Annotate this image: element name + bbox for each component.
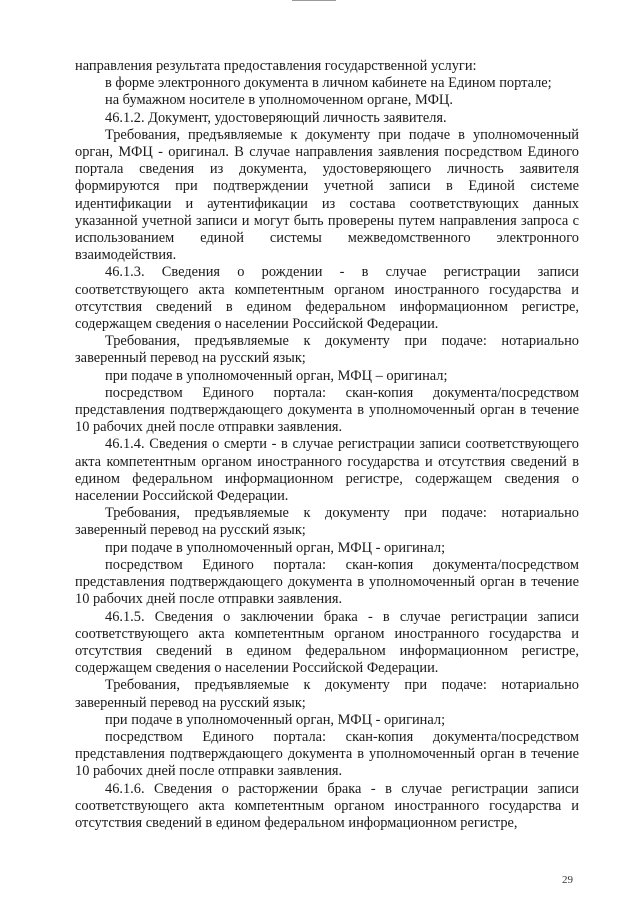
paragraph: Требования, предъявляемые к документу при подаче: нотариально заверенный перевод на русский язык;: [75, 333, 579, 367]
paragraph: при подаче в уполномоченный орган, МФЦ - оригинал;: [105, 539, 446, 556]
paragraph: посредством Единого портала: скан-копия документа/посредством представления подтверждающего документа в уполномоченный орган в течение 10 рабочих дней после отправки заявления.: [75, 728, 579, 780]
paragraph: посредством Единого портала: скан-копия документа/посредством представления подтверждающего документа в уполномоченный орган в течение 10 рабочих дней после отправки заявления.: [75, 556, 579, 608]
paragraph: направления результата предоставления государственной услуги:: [75, 58, 477, 74]
paragraph: 46.1.6. Сведения о расторжении брака - в случае регистрации записи соответствующего акта компетентным органом иностранного государства и отсутствия сведений в едином федеральном информационном регистре,: [75, 780, 579, 831]
paragraph: в форме электронного документа в личном кабинете на Едином портале;: [105, 75, 552, 92]
paragraph: Требования, предъявляемые к документу при подаче в уполномоченный орган, МФЦ - оригинал. В случае направления заявления посредством Единого портала сведения из документа, удостоверяющего личность заявителя формируются при подтверждении учетной записи в Единой системе идентификации и аутентификации из состава соответствующих данных указанной учетной записи и могут быть проверены путем направления запроса с использованием единой системы межведомственного электронного взаимодействия.: [75, 126, 579, 264]
paragraph: 46.1.4. Сведения о смерти - в случае регистрации записи соответствующего акта компетентным органом иностранного государства и отсутствия сведений в едином федеральном информационном регистре, содержащем сведения о населении Российской Федерации.: [75, 436, 579, 505]
paragraph: Требования, предъявляемые к документу при подаче: нотариально заверенный перевод на русский язык;: [75, 505, 579, 539]
paragraph: посредством Единого портала: скан-копия документа/посредством представления подтверждающего документа в уполномоченный орган в течение 10 рабочих дней после отправки заявления.: [75, 384, 579, 436]
paragraph: 46.1.3. Сведения о рождении - в случае регистрации записи соответствующего акта компетентным органом иностранного государства и отсутствия сведений в едином федеральном информационном регистре, содержащем сведения о населении Российской Федерации.: [75, 264, 579, 333]
scan-top-mark: [292, 0, 336, 4]
paragraph: при подаче в уполномоченный орган, МФЦ - оригинал;: [105, 711, 446, 728]
paragraph: 46.1.2. Документ, удостоверяющий личность заявителя.: [105, 109, 447, 126]
paragraph: 46.1.5. Сведения о заключении брака - в случае регистрации записи соответствующего акта компетентным органом иностранного государства и отсутствия сведений в едином федеральном информационном регистре, содержащем сведения о населении Российской Федерации.: [75, 608, 579, 677]
paragraph: на бумажном носителе в уполномоченном органе, МФЦ.: [105, 92, 453, 109]
document-body: [75, 58, 579, 832]
paragraph: при подаче в уполномоченный орган, МФЦ – оригинал;: [105, 367, 448, 384]
page-number: 29: [562, 874, 573, 886]
paragraph: Требования, предъявляемые к документу при подаче: нотариально заверенный перевод на русский язык;: [75, 677, 579, 711]
